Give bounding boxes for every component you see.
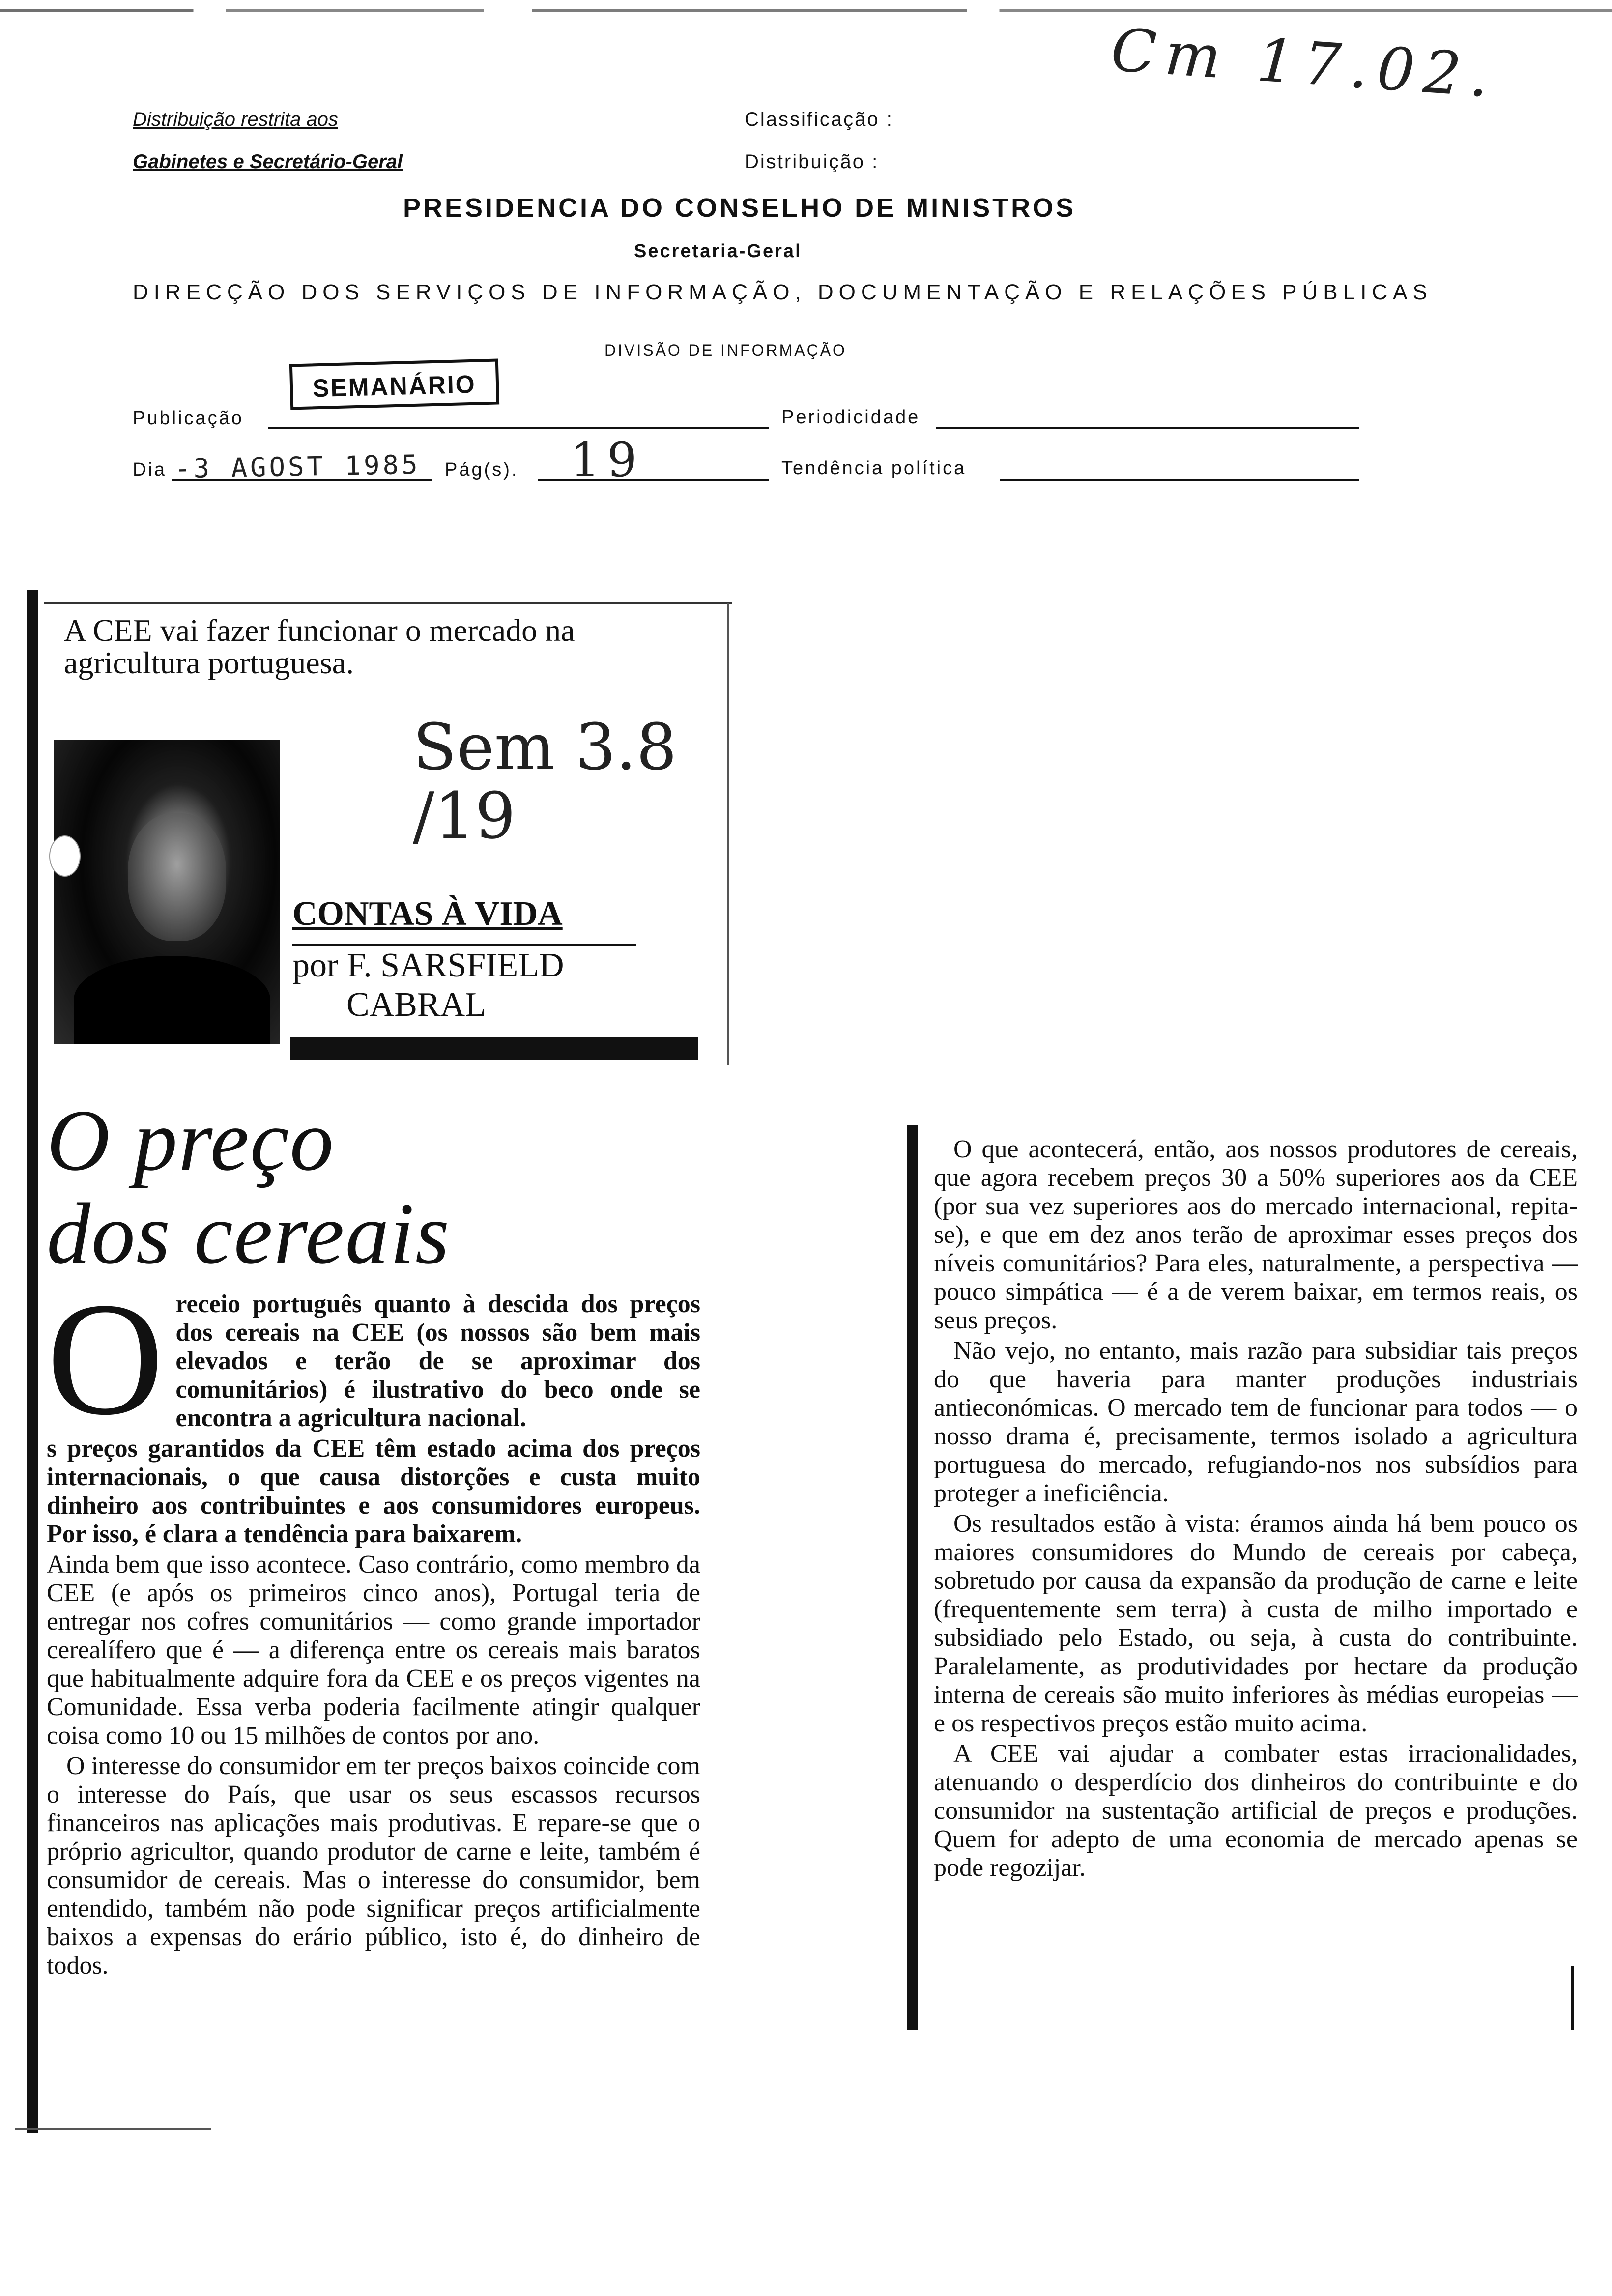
distribution-note — [133, 98, 403, 183]
pags-field-line — [538, 479, 769, 481]
publicacao-stamp: SEMANÁRIO — [289, 358, 499, 410]
pags-handwritten-value: 19 — [570, 432, 644, 488]
classification-block — [745, 98, 893, 183]
byline — [292, 946, 564, 1025]
dia-stamp: -3 AGOST 1985 — [174, 449, 421, 485]
author-photo-shoulders — [74, 956, 270, 1044]
org-title: PRESIDENCIA DO CONSELHO DE MINISTROS — [403, 193, 1076, 223]
periodicidade-field-line — [936, 427, 1359, 429]
right-column-end-mark — [1571, 1966, 1574, 2030]
headline-line2: dos cereais — [47, 1185, 451, 1282]
dia-field-line — [172, 479, 432, 481]
right-article-column — [934, 1135, 1578, 1884]
right-column-border — [907, 1125, 918, 2030]
org-subtitle: Secretaria-Geral — [634, 241, 802, 261]
clipping-left-border — [27, 590, 38, 2133]
tendencia-field-line — [1000, 479, 1359, 481]
byline-bar — [290, 1037, 698, 1060]
scan-top-edge — [0, 9, 1612, 12]
punch-hole — [49, 835, 81, 877]
column-rule — [292, 944, 636, 946]
kicker-headline: A CEE vai fazer funcionar o mercado na agricultura portuguesa. — [64, 613, 575, 680]
tendencia-label: Tendência política — [781, 458, 967, 479]
publicacao-field-line — [268, 427, 769, 429]
right-paragraph-3: Os resultados estão à vista: éramos ainda há bem pouco os maiores consumidores do Mundo de cereais por cabeça, sobretudo por causa da expansão da produção de carne e leite (frequentemente sem terra) à custa de milho importado e subsidiado pelo Estado, ou seja, à custa do contribuinte. Paralelamente, as produtividades por hectare da produção interna de cereais são muito inferiores às médias europeias — e os respectivos preços estão muito acima. — [934, 1510, 1578, 1737]
right-paragraph-4: A CEE vai ajudar a combater estas irracionalidades, atenuando o desperdício dos dinheiros do contribuinte e do consumidor na sustentação artificial de preços e produções. Quem for adepto de uma economia de mercado apenas se pode regozijar. — [934, 1740, 1578, 1882]
handwritten-reference: Cm 17.02. — [1109, 16, 1500, 112]
column-name: CONTAS À VIDA — [292, 895, 563, 933]
left-paragraph-2: s preços garantidos da CEE têm estado acima dos preços internacionais, o que causa distorções e custa muito dinheiro aos contribuintes e aos consumidores europeus. Por isso, é clara a tendência para baixarem. — [47, 1435, 700, 1548]
clipping-right-rule — [727, 603, 729, 1065]
dia-label: Dia — [133, 459, 167, 480]
distribution-note-line2: Gabinetes e Secretário-Geral — [133, 151, 403, 172]
left-bottom-rule — [15, 2128, 211, 2130]
left-paragraph-1: receio português quanto à descida dos preços dos cereais na CEE (os nossos são bem mais elevados e terão de se aproximar dos comunitários) é ilustrativo do beco onde se encontra a agricultura nacional. — [175, 1290, 700, 1432]
distribution-note-line1: Distribuição restrita aos — [133, 109, 338, 130]
publicacao-label: Publicação — [133, 408, 244, 429]
directorate-title: DIRECÇÃO DOS SERVIÇOS DE INFORMAÇÃO, DOCUMENTAÇÃO E RELAÇÕES PÚBLICAS — [133, 280, 1433, 304]
periodicidade-label: Periodicidade — [781, 407, 921, 428]
headline — [47, 1093, 450, 1280]
classificacao-label: Classificação : — [745, 109, 893, 130]
author-name-line1: F. SARSFIELD — [346, 947, 564, 984]
drop-cap: O — [47, 1269, 164, 1449]
byline-prefix: por — [292, 947, 339, 984]
clipping-top-rule — [44, 602, 732, 604]
pags-label: Pág(s). — [445, 459, 519, 480]
author-name-line2: CABRAL — [346, 986, 486, 1024]
handwritten-note: Sem 3.8 /19 — [413, 710, 677, 853]
distribuicao-label: Distribuição : — [745, 151, 879, 172]
left-article-column — [47, 1269, 700, 1982]
left-paragraph-3: Ainda bem que isso acontece. Caso contrário, como membro da CEE (e após os primeiros cinco anos), Portugal teria de entregar nos cofres comunitários — como grande importador cerealífero que é — a diferença entre os cereais mais baratos que habitualmente adquire fora da CEE e os preços vigentes na Comunidade. Essa verba poderia facilmente atingir qualquer coisa como 10 ou 15 milhões de contos por ano. — [47, 1550, 700, 1750]
left-paragraph-4: O interesse do consumidor em ter preços baixos coincide com o interesse do País, que usar os seus escassos recursos financeiros nas aplicações mais produtivas. E repare-se que o próprio agricultor, quando produtor de carne e leite, também é consumidor de cereais. Mas o interesse do consumidor, bem entendido, também não pode significar preços artificialmente baixos a expensas do erário público, isto é, do dinheiro de todos. — [47, 1752, 700, 1980]
right-paragraph-1: O que acontecerá, então, aos nossos produtores de cereais, que agora recebem preços 30 a 50% superiores aos da CEE (por sua vez superiores aos do mercado internacional, repita-se), e que em dez anos terão de aproximar esses preços dos níveis comunitários? Para eles, naturalmente, a perspectiva — pouco simpática — é a de verem baixar, em termos reais, os seus preços. — [934, 1135, 1578, 1334]
headline-line1: O preço — [47, 1091, 335, 1189]
author-photo — [54, 740, 280, 1044]
right-paragraph-2: Não vejo, no entanto, mais razão para subsidiar tais preços do que haveria para manter produções industriais antieconómicas. O mercado tem de funcionar para todos — o nosso drama é, precisamente, termos isolado a agricultura portuguesa do mercado, refugiando-nos nos subsídios para proteger a ineficiência. — [934, 1337, 1578, 1507]
author-photo-face — [128, 813, 226, 941]
division-title: DIVISÃO DE INFORMAÇÃO — [604, 342, 847, 359]
